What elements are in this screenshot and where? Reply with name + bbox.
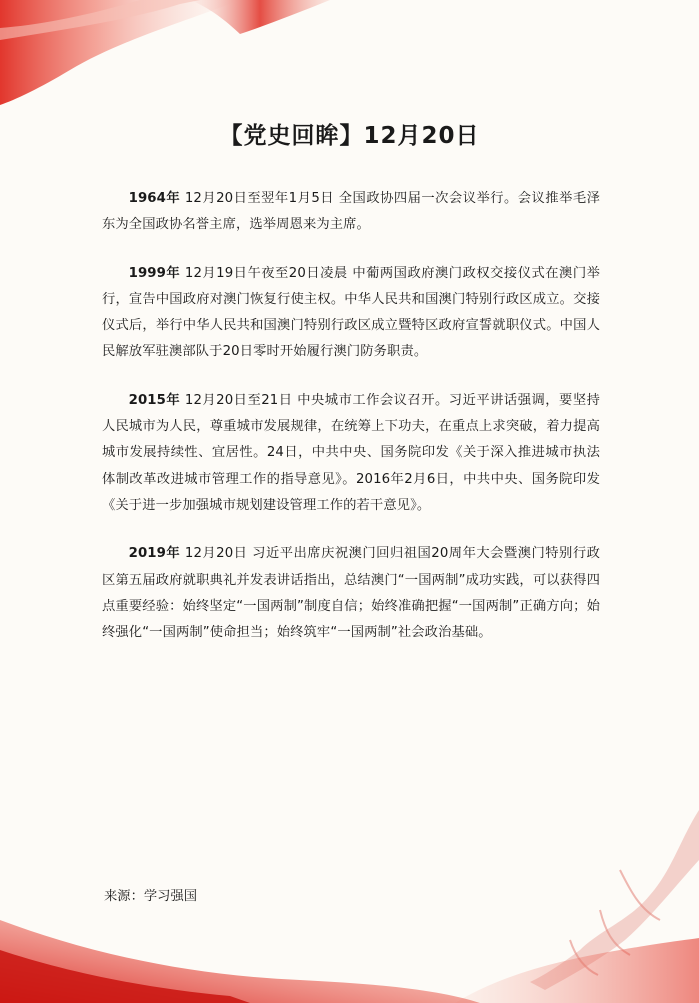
source-label: 来源：学习强国 — [104, 889, 198, 904]
entry-text: 12月20日 习近平出席庆祝澳门回归祖国20周年大会暨澳门特别行政区第五届政府就职典礼并发表讲话指出，总结澳门“一国两制”成功实践，可以获得四点重要经验：始终坚定“一国两制”制度自信；始终准确把握“一国两制”正确方向；始终强化“一国两制”使命担当；始终筑牢“一国两制”社会政治基础。 — [102, 546, 600, 641]
entries-list — [102, 186, 600, 668]
entry-text: 12月20日至翌年1月5日 全国政协四届一次会议举行。会议推举毛泽东为全国政协名誉主席，选举周恩来为主席。 — [102, 191, 600, 233]
entry-year: 1999年 — [128, 265, 181, 281]
entry-2015 — [102, 388, 600, 519]
entry-year: 1964年 — [128, 191, 181, 206]
entry-text: 12月19日午夜至20日凌晨 中葡两国政府澳门政权交接仪式在澳门举行，宣告中国政府对澳门恢复行使主权。中华人民共和国澳门特别行政区成立。交接仪式后，举行中华人民共和国澳门特别行政区成立暨特区政府宣誓就职仪式。中国人民解放军驻澳部队于20日零时开始履行澳门防务职责。 — [102, 265, 600, 360]
entry-2019 — [102, 541, 600, 646]
entry-year: 2019年 — [128, 546, 181, 562]
entry-year: 2015年 — [128, 392, 181, 408]
entry-text: 12月20日至21日 中央城市工作会议召开。习近平讲话强调，要坚持人民城市为人民，尊重城市发展规律，在统筹上下功夫，在重点上求突破，着力提高城市发展持续性、宜居性。24日，中共中央、国务院印发《关于深入推进城市执法体制改革改进城市管理工作的指导意见》。2016年2月6日，中共中央、国务院印发《关于进一步加强城市规划建设管理工作的若干意见》。 — [102, 392, 600, 513]
entry-1964 — [102, 186, 600, 239]
page-title: 【党史回眸】12月20日 — [219, 123, 480, 149]
entry-1999 — [102, 261, 600, 366]
red-ribbon-decoration-top — [0, 0, 699, 110]
